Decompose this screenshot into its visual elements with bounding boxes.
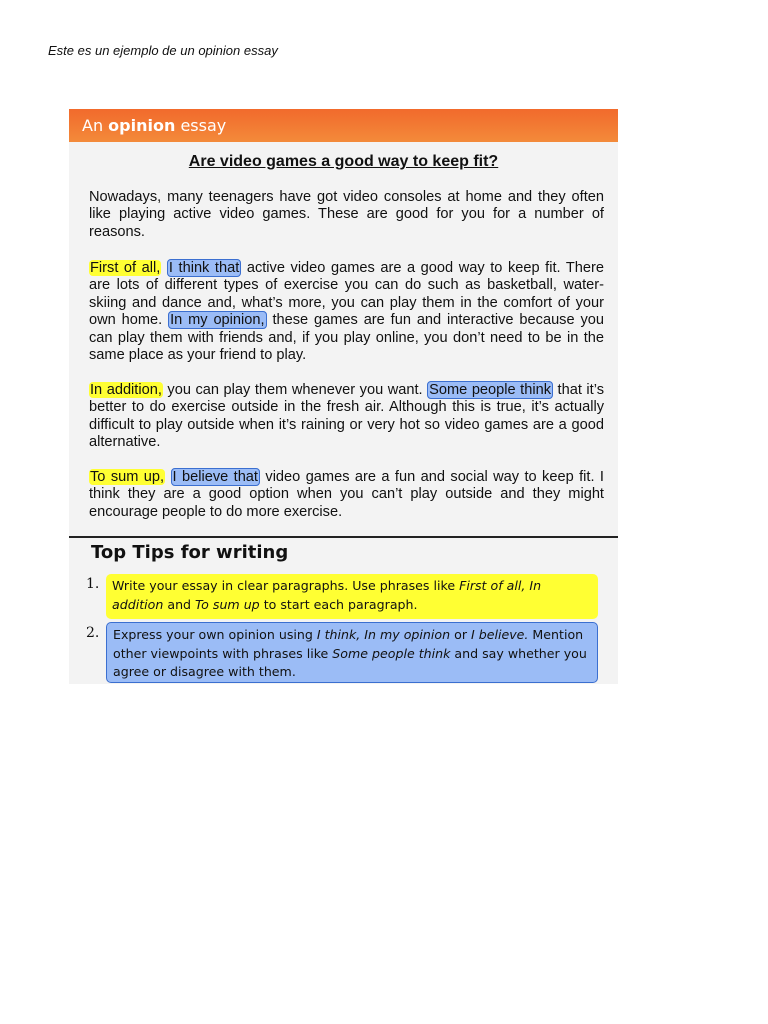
highlight-opinion-phrase: I think that: [168, 260, 240, 276]
tips-title: Top Tips for writing: [91, 542, 289, 563]
tip-text: and say whether you agree or disagree with them.: [113, 645, 587, 679]
tip-example-phrase: Some people think: [332, 645, 451, 661]
header-suffix: essay: [175, 116, 227, 135]
paragraph-text: that it’s better to do exercise outside in the fresh air. Although this is true, it’s actually difficult to play outside when it’s raining or very hot so video games are a good alternative.: [89, 382, 605, 451]
tip-text: and: [163, 596, 196, 612]
tip-text: to start each paragraph.: [259, 596, 418, 612]
header-prefix: An: [82, 116, 109, 135]
tip-text: or: [450, 627, 471, 642]
paragraph-first: [89, 260, 604, 364]
highlight-opinion-phrase: Some people think: [429, 382, 552, 398]
highlight-linker: To sum up,: [90, 469, 165, 485]
tip-example-phrase: I believe.: [471, 627, 529, 642]
paragraph-text: active video games are a good way to keep fit. There are lots of different types of exercise you can do such as basketball, water-skiing and dance and, what’s more, you can play them in the comfort of your own home.: [89, 260, 604, 329]
paragraph-text: you can play them whenever you want.: [162, 382, 428, 398]
header-bold-word: opinion: [108, 116, 176, 135]
tip-box-opinion: [106, 622, 598, 683]
tip-number: 2.: [86, 625, 100, 641]
tip-example-phrase: To sum up: [195, 596, 260, 612]
section-divider: [69, 536, 618, 538]
tip-example-phrase: First of all, In addition: [112, 578, 542, 612]
paragraph-text: video games are a fun and social way to keep fit. I think they are a good option when you can’t play outside and they might encourage people to do more exercise.: [89, 469, 604, 520]
highlight-opinion-phrase: In my opinion,: [170, 312, 265, 329]
tip-text: Mention other viewpoints with phrases like: [113, 627, 584, 661]
tip-example-phrase: I think, In my opinion: [316, 627, 451, 642]
essay-figure: [69, 109, 618, 684]
page-caption: Este es un ejemplo de un opinion essay: [48, 43, 278, 58]
paragraph-second: [89, 382, 604, 452]
paragraph-conclusion: [89, 469, 604, 521]
tip-text: Write your essay in clear paragraphs. Use phrases like: [112, 578, 460, 593]
tip-text: Express your own opinion using: [113, 627, 317, 642]
tip-box-paragraphs: [106, 574, 598, 619]
paragraph-text: these games are fun and interactive because you can play them with friends and, if you play online, you don’t need to be in the same place as your friend to play.: [89, 312, 604, 364]
essay-header-banner: [69, 109, 618, 142]
paragraph-intro: Nowadays, many teenagers have got video consoles at home and they often like playing active video games. These are good for you for a number of reasons.: [89, 189, 604, 240]
tip-number: 1.: [86, 576, 100, 592]
essay-title: Are video games a good way to keep fit?: [188, 153, 499, 170]
highlight-linker: In addition,: [90, 382, 162, 398]
highlight-opinion-phrase: I believe that: [172, 469, 258, 485]
highlight-linker: First of all,: [90, 260, 161, 276]
